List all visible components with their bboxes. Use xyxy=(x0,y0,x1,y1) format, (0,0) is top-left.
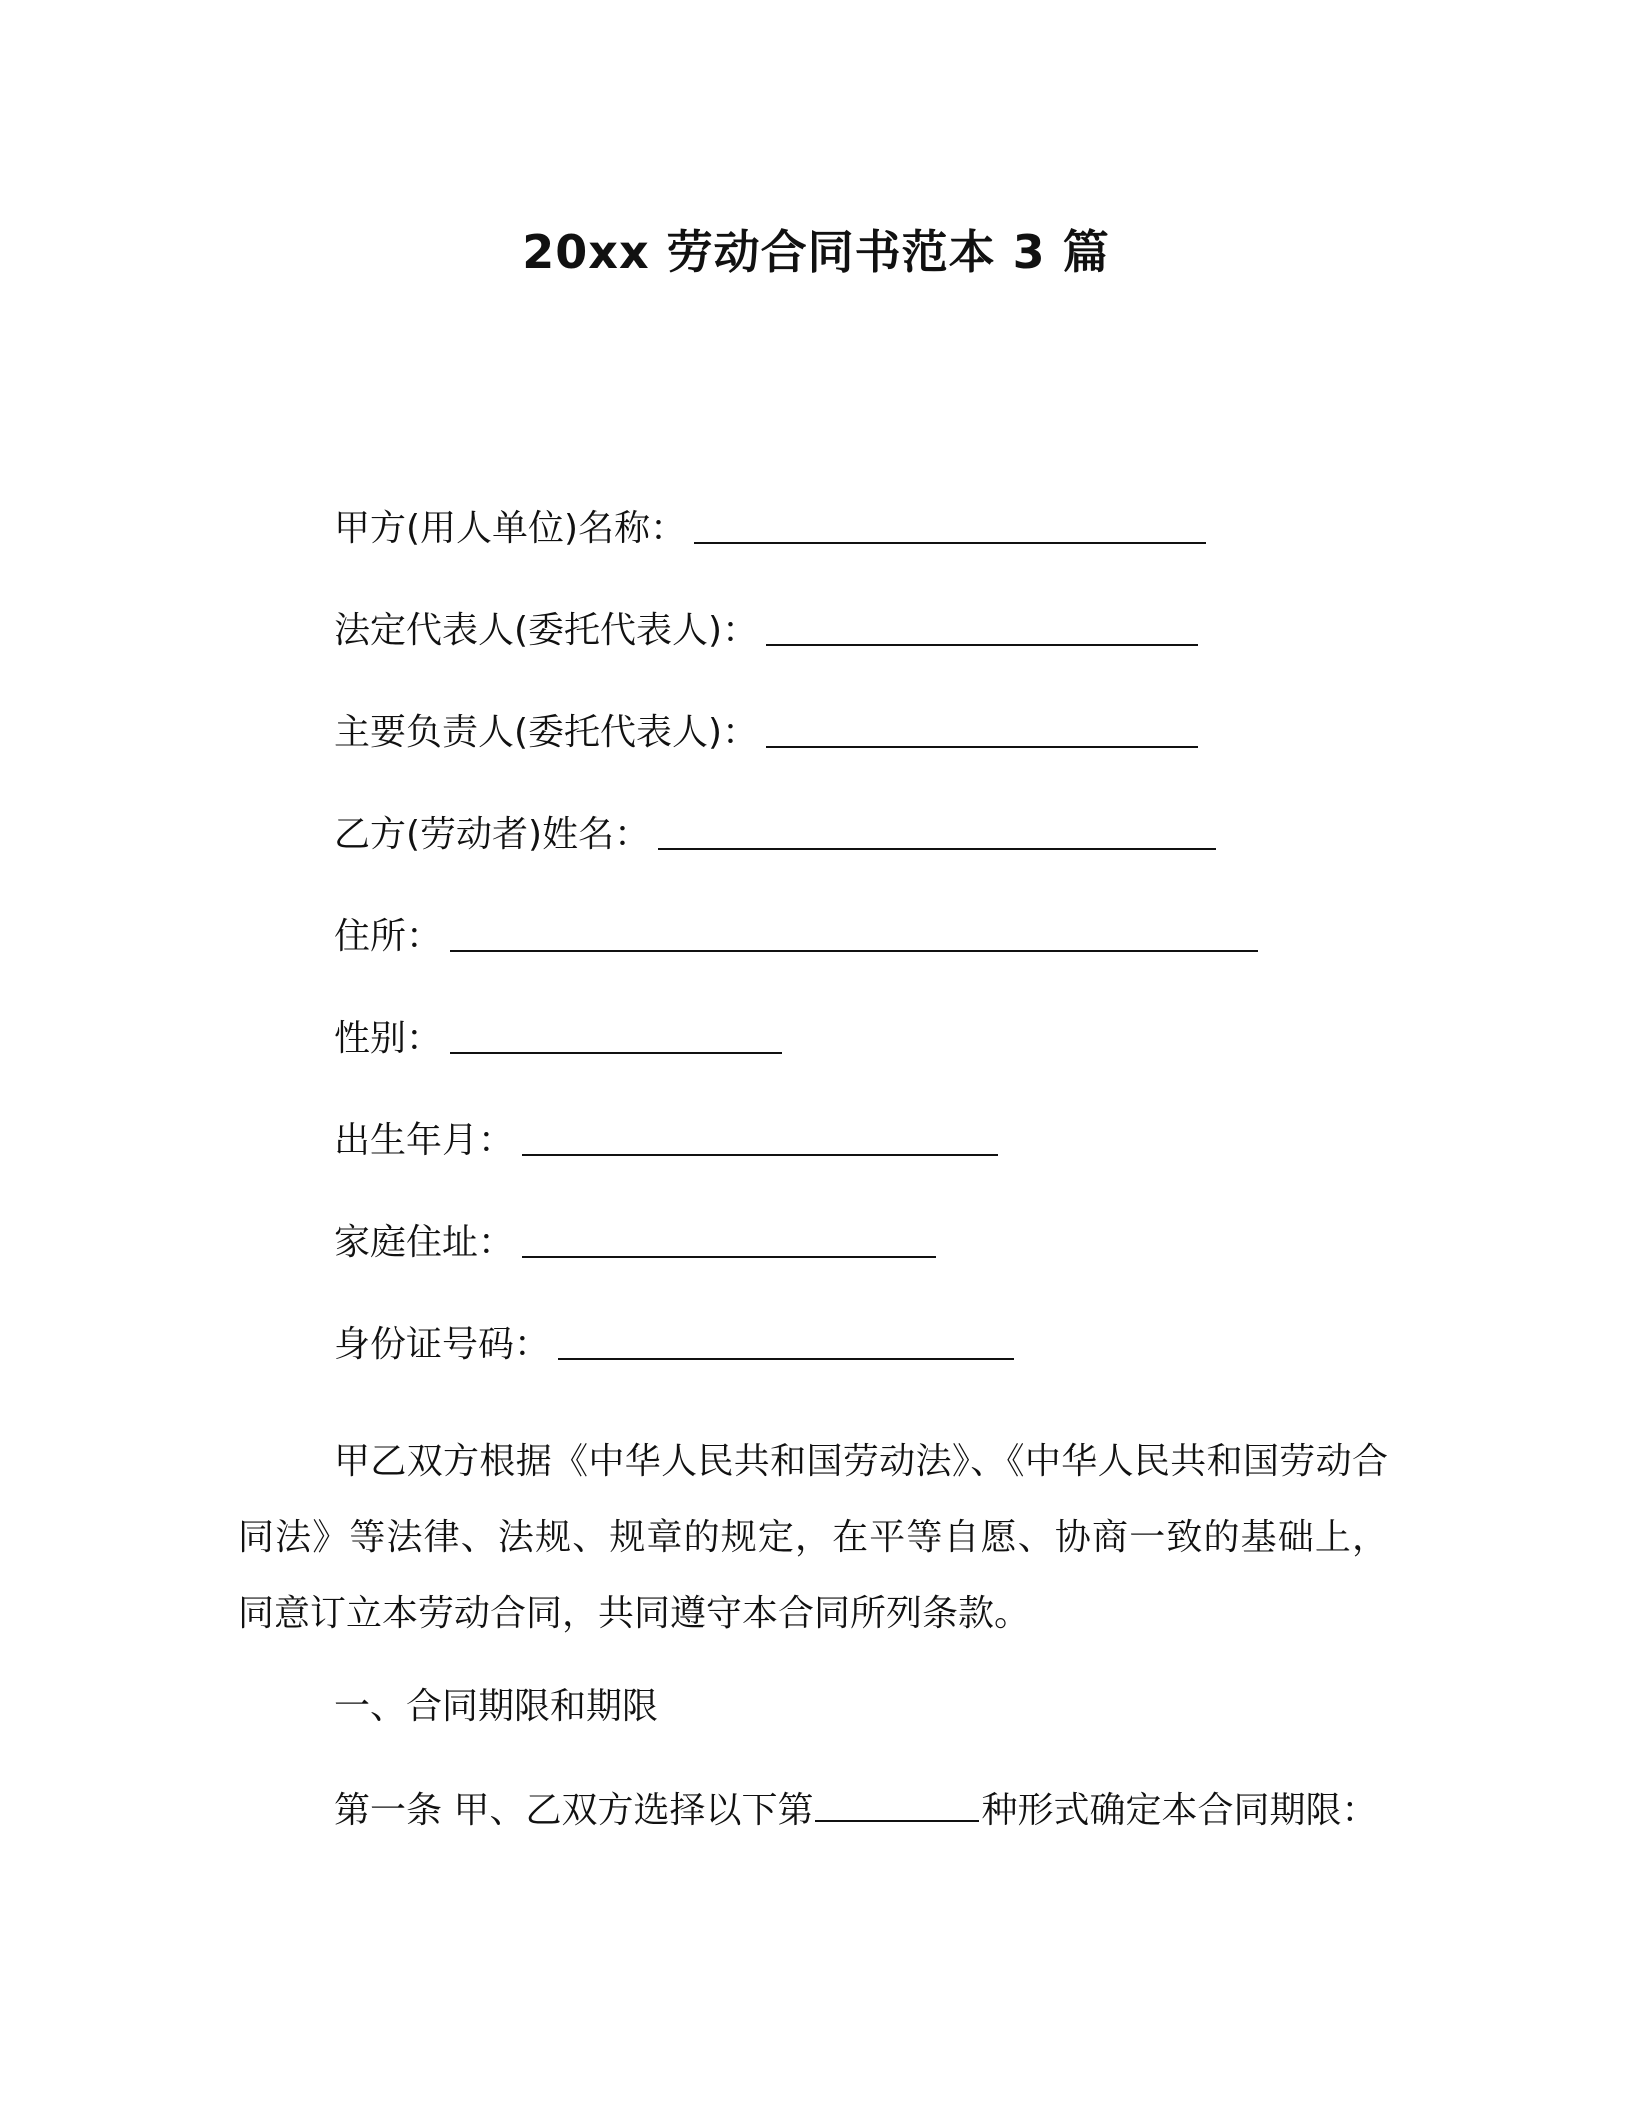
field-principal xyxy=(334,706,1198,756)
article-prefix: 第一条 甲、乙双方选择以下第 xyxy=(334,1790,814,1831)
field-employer-name xyxy=(334,502,1206,552)
article-suffix: 种形式确定本合同期限： xyxy=(981,1790,1378,1831)
section-heading: 一、合同期限和期限 xyxy=(334,1686,659,1727)
field-label: 出生年月： xyxy=(334,1120,515,1161)
field-label: 性别： xyxy=(334,1018,443,1059)
blank-line[interactable] xyxy=(766,608,1198,646)
article-one xyxy=(334,1786,1377,1836)
field-residence xyxy=(334,910,1258,960)
field-home-address xyxy=(334,1216,936,1266)
field-label: 乙方(劳动者)姓名： xyxy=(334,814,651,855)
field-label: 住所： xyxy=(334,916,443,957)
document-title: 20xx 劳动合同书范本 3 篇 xyxy=(522,225,1110,279)
field-birth-date xyxy=(334,1114,998,1164)
field-label: 家庭住址： xyxy=(334,1222,515,1263)
blank-line[interactable] xyxy=(694,506,1206,544)
field-gender xyxy=(334,1012,782,1062)
field-label: 甲方(用人单位)名称： xyxy=(334,508,687,549)
field-label: 身份证号码： xyxy=(334,1324,551,1365)
field-label: 法定代表人(委托代表人)： xyxy=(334,610,759,651)
blank-line[interactable] xyxy=(558,1322,1014,1360)
blank-line[interactable] xyxy=(450,1016,782,1054)
blank-line[interactable] xyxy=(450,914,1258,952)
blank-line[interactable] xyxy=(522,1220,936,1258)
blank-line[interactable] xyxy=(815,1786,979,1822)
blank-line[interactable] xyxy=(522,1118,998,1156)
field-label: 主要负责人(委托代表人)： xyxy=(334,712,759,753)
field-employee-name xyxy=(334,808,1216,858)
field-legal-representative xyxy=(334,604,1198,654)
blank-line[interactable] xyxy=(658,812,1216,850)
intro-paragraph: 甲乙双方根据《中华人民共和国劳动法》、《中华人民共和国劳动合同法》等法律、法规、规章的规定，在平等自愿、协商一致的基础上，同意订立本劳动合同，共同遵守本合同所列条款。 xyxy=(238,1441,1388,1634)
blank-line[interactable] xyxy=(766,710,1198,748)
field-id-number xyxy=(334,1318,1014,1368)
